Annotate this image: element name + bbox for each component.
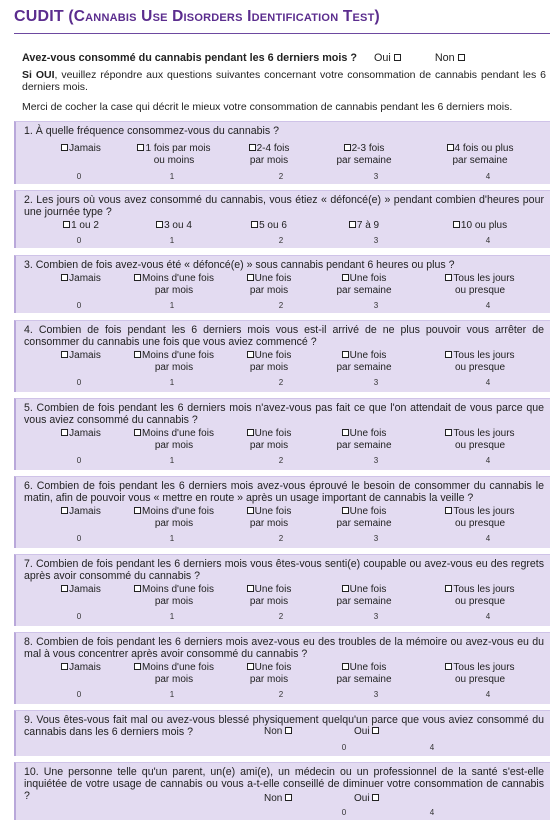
question-text: 1. À quelle fréquence consommez-vous du cannabis ? [24, 125, 279, 137]
checkbox-icon[interactable] [349, 221, 356, 228]
answer-score: 2 [278, 172, 284, 181]
answer-score: 4 [429, 743, 435, 752]
question-text: 7. Combien de fois pendant les 6 derniers mois vous êtes-vous senti(e) coupable ou avez-vous eu des regrets après avoir consommé du cannabis ? [24, 558, 544, 582]
answer-score: 2 [278, 534, 284, 543]
answer-option[interactable] [224, 662, 314, 686]
checkbox-icon[interactable] [61, 144, 68, 151]
answer-option[interactable] [224, 584, 314, 608]
question-text: 4. Combien de fois pendant les 6 derniers mois vous est-il arrivé de ne plus pouvoir vous arrêter de consommer du cannabis une fois que vous aviez commencé ? [24, 324, 544, 348]
answer-option-line [319, 506, 409, 518]
answer-option[interactable] [129, 662, 219, 686]
answer-option-line [432, 584, 528, 596]
answer-option-label: 7 à 9 [356, 220, 380, 231]
answer-option-line [129, 584, 219, 596]
checkbox-icon[interactable] [61, 585, 68, 592]
answer-score: 0 [76, 236, 82, 245]
checkbox-icon[interactable] [134, 585, 141, 592]
question-6 [14, 476, 550, 548]
checkbox-icon[interactable] [247, 585, 254, 592]
answer-option-sublabel: par semaine [336, 674, 392, 685]
answer-score: 3 [373, 690, 379, 699]
question-8 [14, 632, 550, 704]
answer-option[interactable] [319, 506, 409, 530]
answer-option-line [129, 506, 219, 518]
answer-option-line [319, 143, 409, 155]
checkbox-icon[interactable] [445, 507, 452, 514]
checkbox-icon[interactable] [61, 507, 68, 514]
answer-score: 4 [485, 301, 491, 310]
answer-option[interactable] [432, 584, 528, 608]
answer-option[interactable] [354, 726, 434, 738]
screening-oui-label: Oui [374, 52, 391, 64]
answer-option[interactable] [224, 350, 314, 374]
answer-option-line [432, 350, 528, 362]
answer-option-line [432, 506, 528, 518]
answer-option[interactable] [432, 143, 528, 167]
answer-option[interactable] [36, 584, 126, 596]
checkbox-icon[interactable] [445, 585, 452, 592]
answer-score: 0 [76, 456, 82, 465]
answer-option[interactable] [432, 273, 528, 297]
answer-option-sublabel: par semaine [336, 440, 392, 451]
answer-option-label: 3 ou 4 [164, 220, 192, 231]
answer-option[interactable] [129, 143, 219, 167]
answer-option[interactable] [224, 143, 314, 167]
si-oui-text: , veuillez répondre aux questions suivantes concernant votre consommation de cannabis pendant les 6 derniers mois. [22, 69, 546, 93]
answer-option-line [264, 793, 344, 805]
answer-option-line [224, 350, 314, 362]
answer-option[interactable] [319, 350, 409, 374]
answer-option-label: 2-3 fois [351, 143, 385, 154]
answer-option-label: Moins d'une fois [142, 506, 214, 517]
answer-option-label: Non [264, 726, 283, 737]
answer-option-label: Tous les jours [453, 584, 515, 595]
answer-score: 3 [373, 236, 379, 245]
answer-score: 0 [341, 743, 347, 752]
answer-option-line [36, 662, 126, 674]
checkbox-icon[interactable] [453, 221, 460, 228]
answer-option[interactable] [264, 793, 344, 805]
answer-option-sublabel: par mois [249, 674, 289, 685]
title-divider [14, 33, 550, 34]
answer-option[interactable] [129, 584, 219, 608]
question-10 [14, 762, 550, 820]
question-text: 9. Vous êtes-vous fait mal ou avez-vous blessé physiquement quelqu'un parce que vous aviez consommé du cannabis dans les 6 derniers mois ? [24, 714, 544, 738]
answer-option-sublabel: par semaine [336, 155, 392, 166]
checkbox-icon[interactable] [247, 663, 254, 670]
answer-score: 4 [485, 690, 491, 699]
question-5 [14, 398, 550, 470]
answer-score: 3 [373, 172, 379, 181]
answer-option-label: 10 ou plus [460, 220, 508, 231]
answer-option-line [319, 662, 409, 674]
answer-option-sublabel: par semaine [336, 596, 392, 607]
answer-option-line [36, 584, 126, 596]
checkbox-icon[interactable] [61, 351, 68, 358]
answer-option-line [129, 350, 219, 362]
answer-option-sublabel: par mois [154, 674, 194, 685]
answer-score: 4 [485, 172, 491, 181]
answer-score: 4 [485, 612, 491, 621]
answer-option-line [129, 143, 219, 155]
screening-non-option[interactable] [435, 52, 466, 64]
answer-option-label: Une fois [254, 506, 292, 517]
answer-score: 4 [485, 534, 491, 543]
answer-score: 3 [373, 456, 379, 465]
answer-score: 1 [169, 236, 175, 245]
answer-option[interactable] [129, 350, 219, 374]
answer-option-line [319, 584, 409, 596]
answer-score: 0 [76, 378, 82, 387]
answer-option-label: Tous les jours [453, 350, 515, 361]
answer-option-label: Moins d'une fois [142, 350, 214, 361]
answer-option-sublabel: ou presque [454, 674, 506, 685]
question-2 [14, 190, 550, 248]
answer-option-label: Tous les jours [453, 273, 515, 284]
answer-option-sublabel: par semaine [452, 155, 508, 166]
answer-option-label: Une fois [349, 350, 387, 361]
answer-option[interactable] [224, 428, 314, 452]
answer-option[interactable] [319, 428, 409, 452]
answer-option-label: Jamais [69, 506, 101, 517]
answer-score: 3 [373, 301, 379, 310]
answer-option-label: Jamais [69, 584, 101, 595]
answer-option-sublabel: par semaine [336, 518, 392, 529]
checkbox-icon[interactable] [372, 727, 379, 734]
answer-option-sublabel: par semaine [336, 285, 392, 296]
answer-option-sublabel: ou presque [454, 285, 506, 296]
answer-option[interactable] [129, 273, 219, 297]
answer-option-line [36, 428, 126, 440]
answer-score: 0 [76, 612, 82, 621]
answer-option-label: Jamais [69, 143, 101, 154]
answer-option-sublabel: par mois [154, 518, 194, 529]
checkbox-icon[interactable] [445, 663, 452, 670]
answer-score: 4 [485, 378, 491, 387]
answer-option-sublabel: par semaine [336, 362, 392, 373]
answer-score: 2 [278, 456, 284, 465]
answer-option[interactable] [129, 220, 219, 232]
question-3 [14, 255, 550, 313]
answer-option-line [224, 428, 314, 440]
question-text: 6. Combien de fois pendant les 6 derniers mois avez-vous éprouvé le besoin de consommer du cannabis le matin, afin de pouvoir vous « mettre en route » après un usage important de cannabis la veille ? [24, 480, 544, 504]
answer-option-label: Tous les jours [453, 428, 515, 439]
checkbox-icon[interactable] [247, 507, 254, 514]
checkbox-icon[interactable] [134, 663, 141, 670]
answer-option-line [432, 273, 528, 285]
checkbox-icon[interactable] [251, 221, 258, 228]
answer-option-label: Jamais [69, 273, 101, 284]
question-text: 5. Combien de fois pendant les 6 derniers mois n'avez-vous pas fait ce que l'on attendait de vous parce que vous aviez consommé du cannabis ? [24, 402, 544, 426]
answer-option-label: Oui [354, 726, 370, 737]
answer-option[interactable] [319, 662, 409, 686]
answer-option-sublabel: ou presque [454, 362, 506, 373]
si-oui-label: Si OUI [22, 69, 55, 81]
answer-option-label: 1 ou 2 [71, 220, 99, 231]
question-text: 10. Une personne telle qu'un parent, un(e) ami(e), un médecin ou un professionnel de la santé s'est-elle inquiétée de votre usage de cannabis ou vous a-t-elle conseillé de diminuer votre consommation de cannabis ? [24, 766, 544, 802]
answer-option-line [224, 220, 314, 232]
question-text: 3. Combien de fois avez-vous été « défoncé(e) » sous cannabis pendant 6 heures ou plus ? [24, 259, 455, 271]
answer-option-label: Moins d'une fois [142, 273, 214, 284]
answer-option[interactable] [36, 506, 126, 518]
checkbox-icon[interactable] [61, 274, 68, 281]
answer-option-label: Moins d'une fois [142, 662, 214, 673]
checkbox-icon[interactable] [249, 144, 256, 151]
checkbox-icon[interactable] [134, 351, 141, 358]
checkbox-icon[interactable] [445, 274, 452, 281]
answer-option-line [432, 220, 528, 232]
answer-option-line [36, 350, 126, 362]
checkbox-icon[interactable] [61, 663, 68, 670]
question-text: 2. Les jours où vous avez consommé du cannabis, vous étiez « défoncé(e) » pendant combien d'heures pour une journée type ? [24, 194, 544, 218]
answer-option-sublabel: ou moins [153, 155, 195, 166]
answer-option-line [224, 143, 314, 155]
answer-option-line [129, 273, 219, 285]
answer-option[interactable] [129, 428, 219, 452]
answer-option[interactable] [432, 506, 528, 530]
answer-option[interactable] [432, 350, 528, 374]
checkbox-icon[interactable] [344, 144, 351, 151]
answer-option-label: Une fois [349, 584, 387, 595]
answer-score: 1 [169, 612, 175, 621]
screening-question-text: Avez-vous consommé du cannabis pendant les 6 derniers mois ? [22, 52, 357, 64]
answer-option[interactable] [319, 143, 409, 167]
title-acronym: CUDIT [14, 8, 64, 25]
answer-option[interactable] [264, 726, 344, 738]
answer-option-line [224, 506, 314, 518]
checkbox-icon[interactable] [247, 274, 254, 281]
checkbox-icon[interactable] [445, 429, 452, 436]
answer-option-line [319, 273, 409, 285]
answer-option-sublabel: par mois [249, 440, 289, 451]
checkbox-icon[interactable] [61, 429, 68, 436]
checkbox-icon[interactable] [342, 663, 349, 670]
form-instruction: Merci de cocher la case qui décrit le mieux votre consommation de cannabis pendant les 6 derniers mois. [22, 101, 513, 113]
checkbox-icon[interactable] [458, 54, 465, 61]
screening-instructions [22, 69, 546, 93]
answer-option[interactable] [36, 350, 126, 362]
answer-score: 4 [485, 236, 491, 245]
answer-score: 4 [485, 456, 491, 465]
answer-option-line [36, 506, 126, 518]
answer-score: 1 [169, 301, 175, 310]
answer-score: 2 [278, 690, 284, 699]
answer-option-sublabel: par mois [249, 518, 289, 529]
answer-score: 0 [341, 808, 347, 817]
answer-option-label: 5 ou 6 [259, 220, 287, 231]
answer-option-label: 2-4 fois [256, 143, 290, 154]
answer-option[interactable] [36, 220, 126, 232]
checkbox-icon[interactable] [247, 429, 254, 436]
checkbox-icon[interactable] [342, 351, 349, 358]
answer-option-line [432, 428, 528, 440]
checkbox-icon[interactable] [285, 794, 292, 801]
checkbox-icon[interactable] [285, 727, 292, 734]
answer-score: 3 [373, 534, 379, 543]
answer-option-sublabel: ou presque [454, 596, 506, 607]
answer-option-label: Moins d'une fois [142, 428, 214, 439]
answer-option-line [319, 220, 409, 232]
answer-option[interactable] [319, 584, 409, 608]
checkbox-icon[interactable] [394, 54, 401, 61]
answer-option-sublabel: par mois [154, 440, 194, 451]
screening-question [22, 52, 546, 64]
answer-option[interactable] [224, 506, 314, 530]
checkbox-icon[interactable] [342, 507, 349, 514]
answer-option-line [354, 793, 434, 805]
answer-option-line [129, 220, 219, 232]
answer-option-label: Une fois [349, 428, 387, 439]
answer-option-label: Jamais [69, 428, 101, 439]
answer-option-sublabel: par mois [249, 596, 289, 607]
answer-score: 1 [169, 172, 175, 181]
answer-option-label: Jamais [69, 350, 101, 361]
answer-option-label: Une fois [254, 584, 292, 595]
checkbox-icon[interactable] [447, 144, 454, 151]
answer-option[interactable] [36, 428, 126, 440]
answer-option-line [319, 428, 409, 440]
answer-option[interactable] [224, 273, 314, 297]
answer-option-label: Une fois [349, 506, 387, 517]
title-full-name: (Cannabis Use Disorders Identification Test) [68, 8, 380, 25]
answer-score: 1 [169, 456, 175, 465]
answer-option-line [36, 273, 126, 285]
checkbox-icon[interactable] [63, 221, 70, 228]
answer-option[interactable] [36, 273, 126, 285]
answer-option-line [36, 143, 126, 155]
answer-score: 2 [278, 612, 284, 621]
checkbox-icon[interactable] [445, 351, 452, 358]
checkbox-icon[interactable] [134, 274, 141, 281]
answer-option-sublabel: ou presque [454, 440, 506, 451]
answer-option-sublabel: par mois [154, 285, 194, 296]
checkbox-icon[interactable] [342, 585, 349, 592]
question-7 [14, 554, 550, 626]
answer-score: 4 [429, 808, 435, 817]
answer-option[interactable] [36, 662, 126, 674]
answer-option-line [224, 584, 314, 596]
answer-option[interactable] [129, 506, 219, 530]
answer-score: 2 [278, 236, 284, 245]
checkbox-icon[interactable] [247, 351, 254, 358]
answer-option-label: Oui [354, 793, 370, 804]
answer-option-label: Tous les jours [453, 506, 515, 517]
answer-option-line [224, 273, 314, 285]
screening-non-label: Non [434, 52, 455, 64]
answer-option-label: Une fois [254, 273, 292, 284]
answer-option[interactable] [319, 273, 409, 297]
answer-option-label: Moins d'une fois [142, 584, 214, 595]
answer-option[interactable] [432, 662, 528, 686]
answer-option[interactable] [319, 220, 409, 232]
answer-score: 0 [76, 301, 82, 310]
checkbox-icon[interactable] [342, 429, 349, 436]
answer-option-sublabel: par mois [249, 362, 289, 373]
answer-option-line [432, 143, 528, 155]
answer-score: 3 [373, 378, 379, 387]
answer-option-line [264, 726, 344, 738]
answer-option-line [432, 662, 528, 674]
answer-option-sublabel: ou presque [454, 518, 506, 529]
checkbox-icon[interactable] [372, 794, 379, 801]
answer-option-label: Non [264, 793, 283, 804]
answer-option-line [319, 350, 409, 362]
answer-option[interactable] [36, 143, 126, 155]
answer-option-line [224, 662, 314, 674]
answer-option[interactable] [224, 220, 314, 232]
answer-option-sublabel: par mois [249, 155, 289, 166]
answer-option-sublabel: par mois [249, 285, 289, 296]
question-9 [14, 710, 550, 756]
answer-score: 0 [76, 534, 82, 543]
answer-score: 0 [76, 172, 82, 181]
answer-option-label: 4 fois ou plus [454, 143, 514, 154]
answer-option-label: Tous les jours [453, 662, 515, 673]
checkbox-icon[interactable] [134, 507, 141, 514]
answer-option-sublabel: par mois [154, 362, 194, 373]
screening-oui-option[interactable] [374, 52, 402, 64]
answer-option-label: Jamais [69, 662, 101, 673]
answer-score: 1 [169, 534, 175, 543]
answer-option[interactable] [432, 220, 528, 232]
question-text: 8. Combien de fois pendant les 6 derniers mois avez-vous eu des troubles de la mémoire ou avez-vous eu du mal à vous concentrer après avoir consommé du cannabis ? [24, 636, 544, 660]
checkbox-icon[interactable] [134, 429, 141, 436]
page-title [14, 8, 380, 26]
answer-option-line [129, 662, 219, 674]
answer-score: 2 [278, 378, 284, 387]
answer-option-line [354, 726, 434, 738]
answer-score: 0 [76, 690, 82, 699]
answer-option-line [129, 428, 219, 440]
answer-score: 1 [169, 690, 175, 699]
answer-option-label: Une fois [254, 350, 292, 361]
answer-option[interactable] [354, 793, 434, 805]
answer-option-label: Une fois [349, 273, 387, 284]
answer-option-line [36, 220, 126, 232]
checkbox-icon[interactable] [342, 274, 349, 281]
answer-option-label: Une fois [349, 662, 387, 673]
question-4 [14, 320, 550, 392]
answer-option-label: Une fois [254, 428, 292, 439]
answer-option[interactable] [432, 428, 528, 452]
answer-score: 2 [278, 301, 284, 310]
answer-score: 3 [373, 612, 379, 621]
answer-option-sublabel: par mois [154, 596, 194, 607]
answer-score: 1 [169, 378, 175, 387]
checkbox-icon[interactable] [156, 221, 163, 228]
checkbox-icon[interactable] [137, 144, 144, 151]
answer-option-label: 1 fois par mois [145, 143, 211, 154]
answer-option-label: Une fois [254, 662, 292, 673]
question-1 [14, 121, 550, 184]
